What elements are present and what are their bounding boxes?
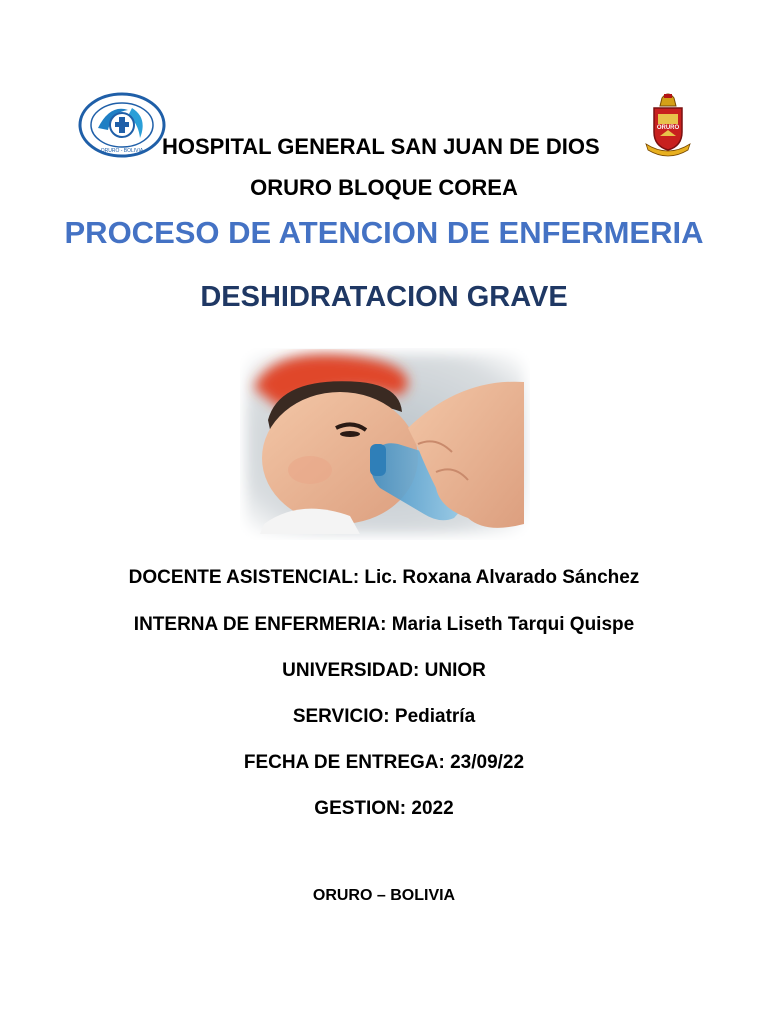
universidad-label: UNIVERSIDAD: [282,660,420,681]
servicio-value: Pediatría [394,706,476,727]
coat-of-arms-banner-text: ORURO [656,125,680,131]
coat-of-arms-logo [644,92,692,158]
hospital-name: HOSPITAL GENERAL SAN JUAN DE DIOS [162,134,600,159]
info-fecha-entrega [0,752,768,774]
fecha-label: FECHA DE ENTREGA: [243,752,445,773]
info-universidad [0,660,768,682]
hospital-seal-icon [78,92,166,158]
info-docente [0,567,768,589]
info-interna [0,614,768,636]
interna-label: INTERNA DE ENFERMERIA: [133,614,387,635]
child-drinking-water-photo [240,348,530,540]
seal-ring-text: ORURO - BOLIVIA [100,148,144,154]
info-gestion [0,798,768,820]
document-title: PROCESO DE ATENCION DE ENFERMERIA [64,215,704,250]
docente-value: Lic. Roxana Alvarado Sánchez [364,567,640,588]
coat-of-arms-icon [644,92,692,158]
hospital-seal-logo [78,92,166,158]
fecha-value: 23/09/22 [450,752,525,773]
gestion-value: 2022 [411,798,454,819]
gestion-label: GESTION: [314,798,407,819]
interna-value: Maria Liseth Tarqui Quispe [391,614,635,635]
info-servicio [0,706,768,728]
hospital-location: ORURO BLOQUE COREA [250,175,518,200]
document-subject: DESHIDRATACION GRAVE [200,281,568,313]
child-drinking-photo-icon [240,348,530,540]
docente-label: DOCENTE ASISTENCIAL: [128,567,360,588]
footer-place: ORURO – BOLIVIA [312,887,456,904]
universidad-value: UNIOR [424,660,486,681]
servicio-label: SERVICIO: [292,706,390,727]
